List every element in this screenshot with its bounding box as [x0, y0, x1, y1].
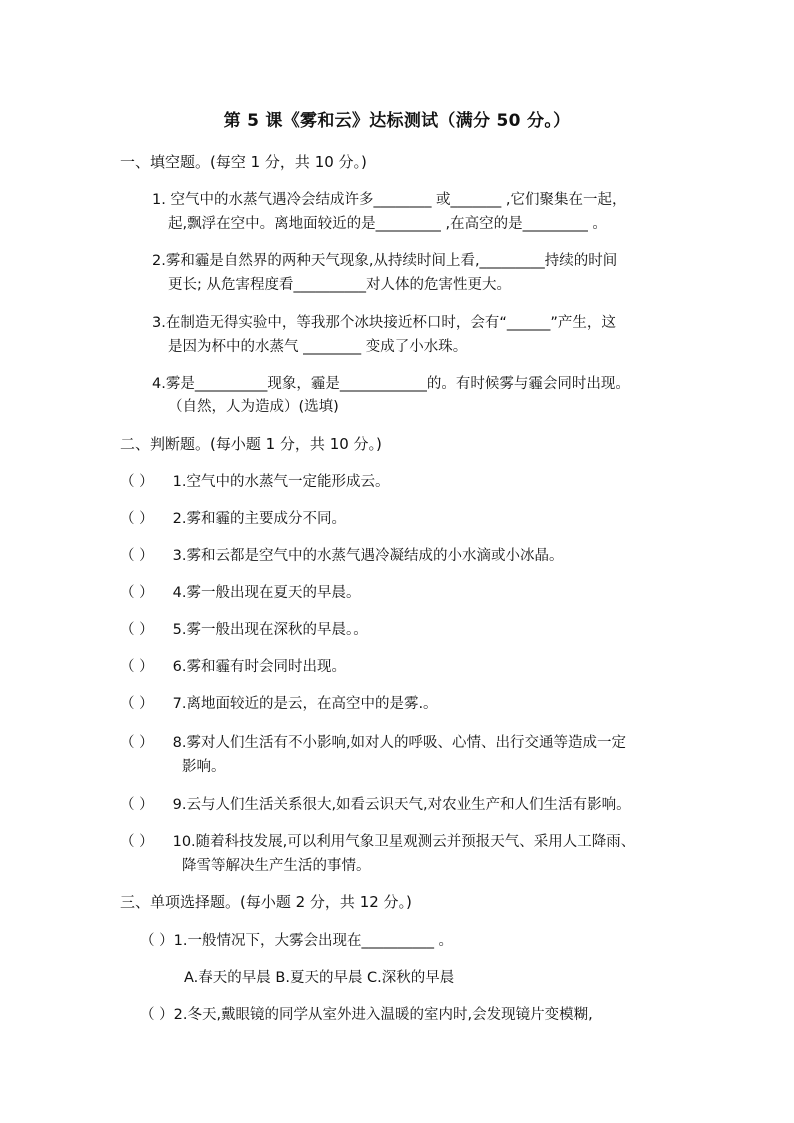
fill-question-1-line-1: 1. 空气中的水蒸气遇冷会结成许多________ 或_______ ,它们聚集在一起，: [152, 192, 627, 208]
section-2-heading: 二、判断题。(每小题 1 分，共 10 分。): [120, 435, 382, 453]
answer-paren[interactable]: （ ）: [120, 696, 154, 712]
judge-item-text: 6.雾和霾有时会同时出现。: [172, 659, 346, 675]
fill-question-3-line-2: 是因为杯中的水蒸气 ________ 变成了小水珠。: [168, 339, 468, 355]
section-3-heading: 三、单项选择题。(每小题 2 分，共 12 分。): [120, 893, 412, 911]
judge-item-text: 9.云与人们生活关系很大,如看云识天气,对农业生产和人们生活有影响。: [172, 797, 631, 813]
judge-item-6: [120, 657, 346, 677]
choice-question-2: （ ）2.冬天,戴眼镜的同学从室外进入温暖的室内时,会发现镜片变模糊,: [140, 1007, 593, 1023]
page-title: 第 5 课《雾和云》达标测试（满分 50 分。）: [223, 111, 571, 131]
judge-item-4: [120, 583, 360, 603]
answer-paren[interactable]: （ ）: [120, 511, 154, 527]
judge-item-8-continuation: 影响。: [182, 759, 226, 775]
fill-question-2-line-1: 2.雾和霾是自然界的两种天气现象,从持续时间上看,_________持续的时间: [152, 253, 618, 269]
answer-paren[interactable]: （ ）: [120, 474, 154, 490]
answer-paren[interactable]: （ ）: [120, 659, 154, 675]
judge-item-text: 7.离地面较近的是云，在高空中的是雾.。: [172, 696, 438, 712]
choice-question-1: （ ）1.一般情况下，大雾会出现在__________ 。: [140, 933, 454, 949]
judge-item-10-continuation: 降雪等解决生产生活的事情。: [182, 858, 371, 874]
judge-item-2: [120, 509, 346, 529]
judge-item-3: [120, 546, 563, 566]
judge-item-text: 2.雾和霾的主要成分不同。: [172, 511, 346, 527]
answer-paren[interactable]: （ ）: [120, 585, 154, 601]
section-1-heading: 一、填空题。(每空 1 分，共 10 分。): [120, 153, 367, 171]
answer-paren[interactable]: （ ）: [120, 834, 154, 850]
judge-item-9: [120, 795, 631, 815]
fill-question-4-line-1: 4.雾是__________现象，霾是____________的。有时候雾与霾会同时出现。: [152, 376, 630, 392]
judge-item-7: [120, 694, 438, 714]
judge-item-text: 4.雾一般出现在夏天的早晨。: [172, 585, 361, 601]
choice-question-1-options: A.春天的早晨 B.夏天的早晨 C.深秋的早晨: [184, 970, 455, 986]
judge-item-text: 5.雾一般出现在深秋的早晨。。: [172, 622, 368, 638]
judge-item-8: [120, 733, 626, 753]
answer-paren[interactable]: （ ）: [120, 548, 154, 564]
judge-item-1: [120, 472, 389, 492]
answer-paren[interactable]: （ ）: [120, 622, 154, 638]
judge-item-text: 3.雾和云都是空气中的水蒸气遇冷凝结成的小水滴或小冰晶。: [172, 548, 564, 564]
fill-question-4-line-2: （自然，人为造成）(选填): [168, 399, 339, 415]
judge-item-text: 1.空气中的水蒸气一定能形成云。: [172, 474, 390, 490]
judge-item-text: 8.雾对人们生活有不小影响,如对人的呼吸、心情、出行交通等造成一定: [172, 735, 627, 751]
judge-item-text: 10.随着科技发展,可以利用气象卫星观测云并预报天气、采用人工降雨、: [172, 834, 636, 850]
fill-question-2-line-2: 更长; 从危害程度看__________对人体的危害性更大。: [168, 277, 511, 293]
judge-item-10: [120, 832, 635, 852]
answer-paren[interactable]: （ ）: [120, 797, 154, 813]
fill-question-3-line-1: 3.在制造无得实验中，等我那个冰块接近杯口时，会有“______”产生，这: [152, 315, 616, 331]
answer-paren[interactable]: （ ）: [120, 735, 154, 751]
fill-question-1-line-2: 起,飘浮在空中。离地面较近的是_________ ,在高空的是_________ 。: [168, 216, 607, 232]
judge-item-5: [120, 620, 368, 640]
